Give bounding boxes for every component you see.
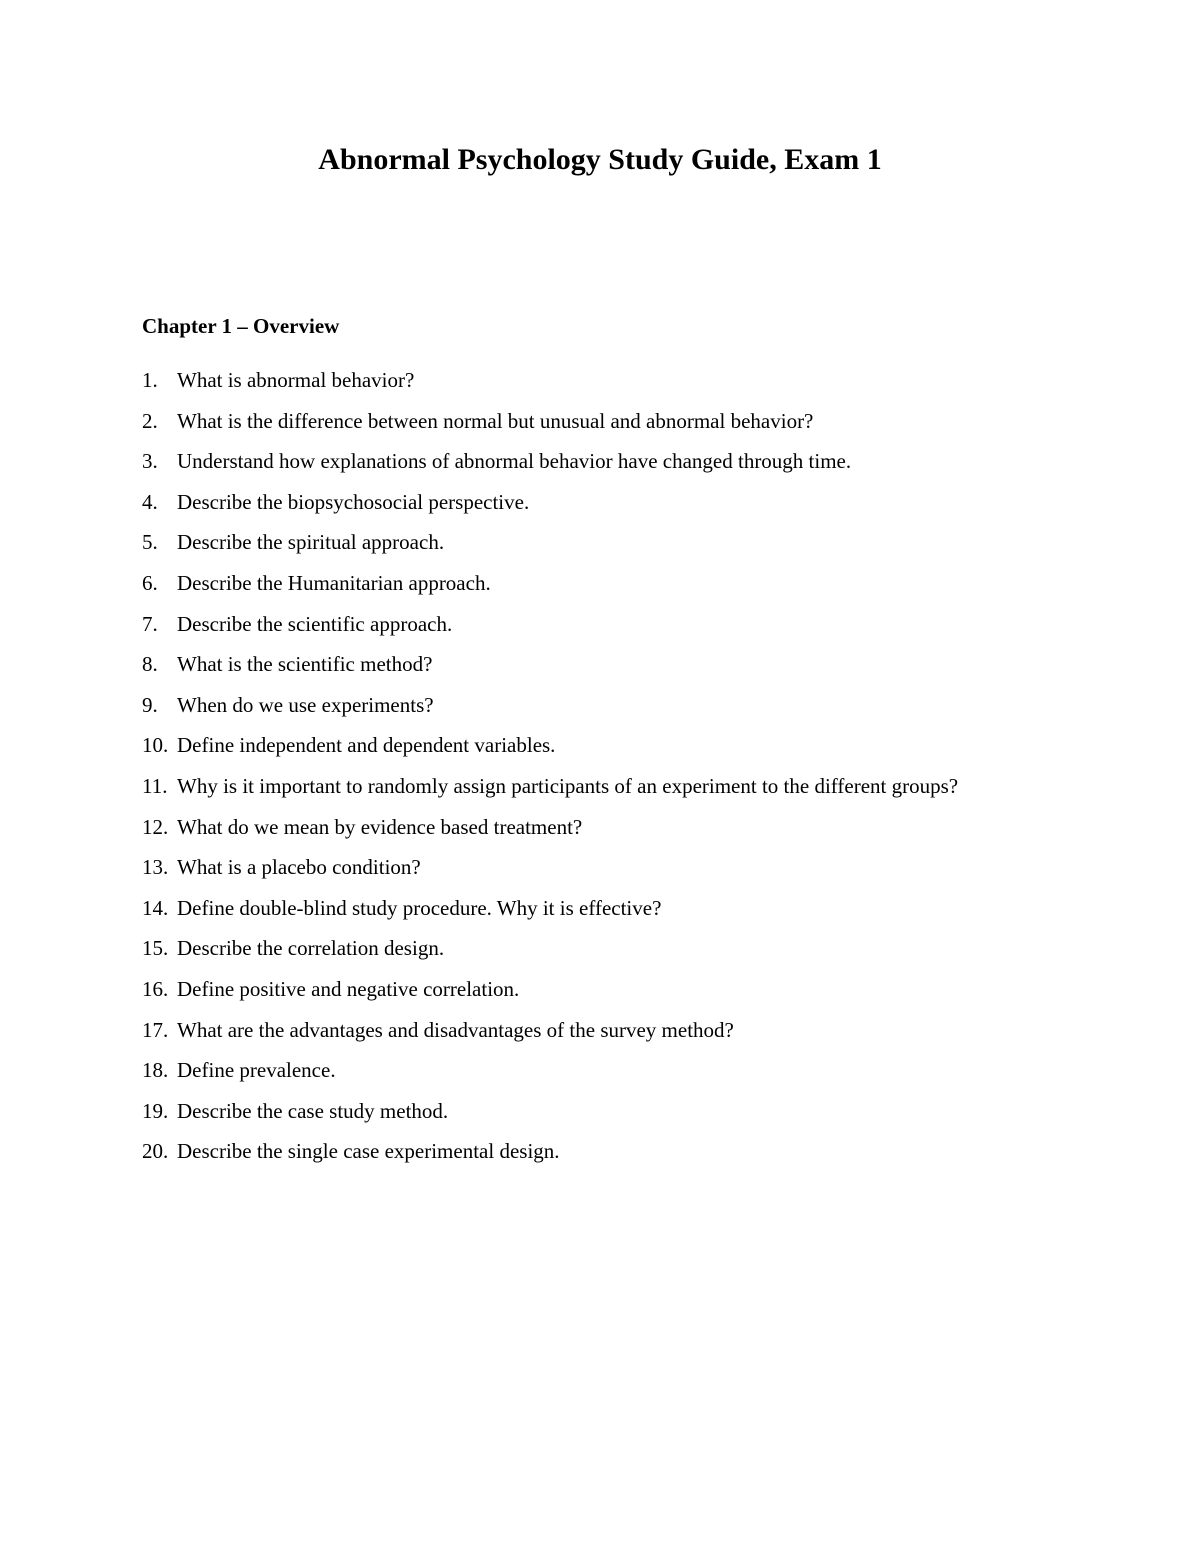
question-number: 5. [142, 530, 158, 555]
list-item [142, 1137, 1102, 1178]
list-item [142, 610, 1102, 651]
question-text: Define double-blind study procedure. Why it is effective? [177, 895, 662, 920]
question-text: When do we use experiments? [177, 692, 434, 717]
question-text: Define positive and negative correlation. [177, 976, 520, 1001]
section-heading: Chapter 1 – Overview [142, 314, 340, 338]
question-text: Describe the biopsychosocial perspective. [177, 489, 530, 514]
list-item [142, 1056, 1102, 1097]
question-text: What are the advantages and disadvantages of the survey method? [177, 1017, 734, 1042]
question-number: 20. [142, 1139, 169, 1164]
question-list [142, 366, 1102, 1178]
question-text: Understand how explanations of abnormal behavior have changed through time. [177, 449, 852, 474]
list-item [142, 934, 1102, 975]
question-number: 19. [142, 1098, 169, 1123]
list-item [142, 366, 1102, 407]
question-number: 11. [142, 773, 168, 798]
question-number: 8. [142, 652, 158, 677]
question-number: 17. [142, 1017, 169, 1042]
question-number: 10. [142, 733, 169, 758]
question-text: What is abnormal behavior? [177, 368, 415, 392]
question-number: 14. [142, 895, 169, 920]
question-number: 12. [142, 814, 169, 839]
list-item [142, 447, 1102, 488]
question-text: Describe the spiritual approach. [177, 530, 445, 555]
list-item [142, 731, 1102, 772]
question-number: 6. [142, 570, 158, 595]
question-number: 15. [142, 936, 169, 961]
question-text: Describe the correlation design. [177, 936, 445, 961]
list-item [142, 569, 1102, 610]
list-item [142, 528, 1102, 569]
question-number: 1. [142, 368, 158, 392]
list-item [142, 772, 1102, 813]
list-item [142, 853, 1102, 894]
question-text: What do we mean by evidence based treatment? [177, 814, 583, 839]
list-item [142, 813, 1102, 854]
question-number: 4. [142, 489, 158, 514]
document-title: Abnormal Psychology Study Guide, Exam 1 [318, 143, 882, 176]
list-item [142, 1097, 1102, 1138]
question-text: Define independent and dependent variables. [177, 733, 556, 758]
question-text: What is the difference between normal but unusual and abnormal behavior? [177, 408, 814, 433]
question-text: Describe the Humanitarian approach. [177, 570, 491, 595]
question-number: 7. [142, 611, 158, 636]
question-text: Describe the case study method. [177, 1098, 449, 1123]
question-number: 13. [142, 855, 169, 880]
list-item [142, 975, 1102, 1016]
question-number: 3. [142, 449, 158, 474]
list-item [142, 1016, 1102, 1057]
question-number: 9. [142, 692, 158, 717]
question-text: Describe the scientific approach. [177, 611, 453, 636]
question-text: What is a placebo condition? [177, 855, 421, 880]
question-number: 2. [142, 408, 158, 433]
list-item [142, 488, 1102, 529]
question-text: Describe the single case experimental design. [177, 1139, 560, 1164]
question-number: 16. [142, 976, 169, 1001]
list-item [142, 691, 1102, 732]
question-text: Why is it important to randomly assign participants of an experiment to the different groups? [177, 773, 959, 798]
list-item [142, 407, 1102, 448]
question-text: What is the scientific method? [177, 652, 433, 677]
question-number: 18. [142, 1058, 169, 1083]
question-text: Define prevalence. [177, 1058, 336, 1083]
list-item [142, 894, 1102, 935]
list-item [142, 650, 1102, 691]
